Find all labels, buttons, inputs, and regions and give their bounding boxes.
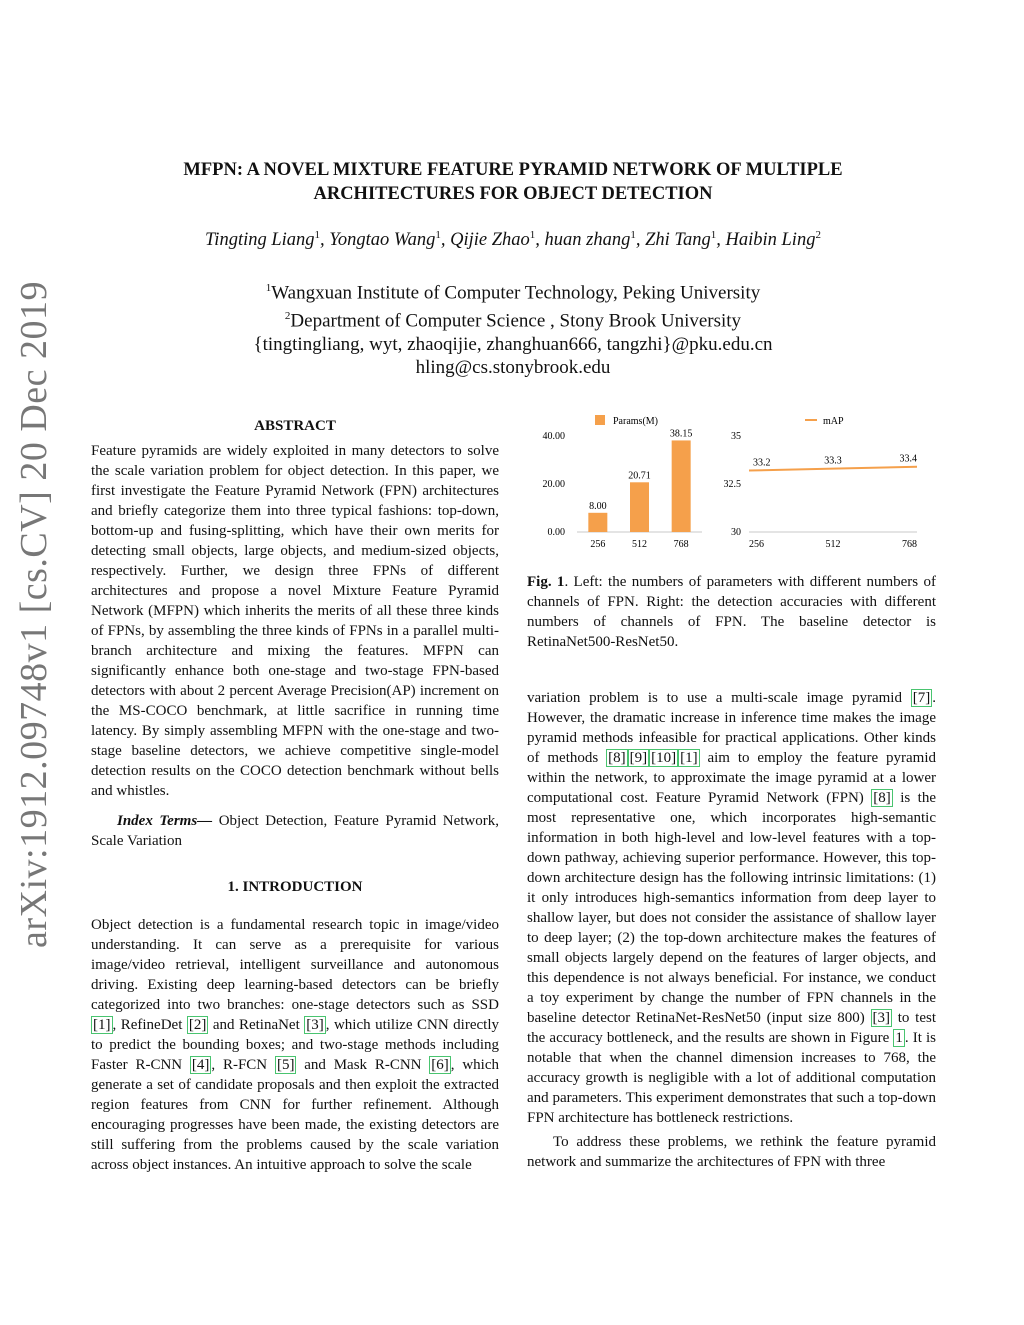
params-legend-swatch	[595, 415, 605, 425]
map-y-tick: 32.5	[723, 479, 741, 490]
map-value-label: 33.2	[753, 457, 771, 469]
intro-paragraph: Object detection is a fundamental research topic in image/video understanding. It can serve as a prerequisite for various image/video retrieval, intelligent surveillance and autonomous driving. Existing deep learning-based detectors can be briefly categorized into two branches: one-stage detectors such as SSD [1] , RefineDet [2] and RetinaNet [3] , which utilize CNN directly to predict the bounding boxes; and two-stage methods including Faster R-CNN [4] , R-FCN [5] and Mask R-CNN [6] , which generate a set of candidate proposals and then exploit the extracted region features from CNN for further refinement. Although encouraging progresses have been made, the existing detectors are still suffering from the problems caused by the scale variation across object instances. An intuitive approach to solve the scale	[91, 917, 499, 1173]
params-bar	[672, 440, 691, 532]
right-paragraph-2: To address these problems, we rethink the feature pyramid network and summarize the architectures of FPN with three	[527, 1134, 936, 1170]
email-list-2: hling@cs.stonybrook.edu	[415, 357, 611, 379]
citation-link[interactable]: [4]	[191, 1057, 210, 1073]
affiliation-2: $^2$Department of Computer Science , Stony Brook University	[284, 309, 742, 332]
params-x-tick: 256	[590, 539, 606, 550]
abstract-heading: ABSTRACT	[254, 418, 336, 434]
params-x-tick: 512	[632, 539, 647, 550]
citation-link[interactable]: [7]	[912, 690, 931, 706]
params-value-label: 8.00	[589, 500, 607, 512]
citation-link[interactable]: [8]	[608, 750, 626, 766]
citation-link[interactable]: [3]	[306, 1017, 324, 1033]
map-chart	[724, 416, 918, 550]
email-list-1: {tingtingliang, wyt, zhaoqijie, zhanghuan666, tangzhi}@pku.edu.cn	[253, 333, 773, 355]
right-column	[527, 688, 936, 1172]
arxiv-stamp: arXiv:1912.09748v1 [cs.CV] 20 Dec 2019	[13, 280, 55, 948]
affiliation-1: $^1$Wangxuan Institute of Computer Technology, Peking University	[265, 282, 761, 304]
intro-heading: 1. INTRODUCTION	[227, 879, 363, 895]
map-value-label: 33.3	[824, 455, 842, 467]
params-legend-label: Params(M)	[613, 416, 658, 427]
figure-caption: Fig. 1. Left: the numbers of parameters with different numbers of channels of FPN. Right: the detection accuracies with different numbers of channels of FPN. The baseline detector is RetinaNet500-ResNet50.	[527, 574, 936, 650]
params-value-label: 38.15	[669, 428, 693, 440]
map-x-tick: 512	[825, 539, 841, 550]
figure-1	[527, 408, 937, 558]
figure-link[interactable]: 1	[895, 1030, 903, 1046]
author: Haibin Ling$^2$	[725, 229, 821, 251]
params-y-tick: 40.00	[542, 431, 565, 442]
citation-link[interactable]: [8]	[873, 790, 891, 806]
map-value-label: 33.4	[899, 453, 917, 465]
map-legend-label: mAP	[823, 416, 844, 427]
title-line-1: MFPN: A NOVEL MIXTURE FEATURE PYRAMID NETWORK OF MULTIPLE	[183, 160, 843, 180]
citation-link[interactable]: [10]	[651, 750, 677, 766]
map-series-line	[749, 467, 917, 471]
map-x-tick: 256	[749, 539, 764, 550]
citation-link[interactable]: [2]	[188, 1017, 207, 1033]
params-bar	[630, 482, 649, 532]
affiliations	[60, 277, 966, 380]
citation-link[interactable]: [9]	[629, 750, 648, 766]
author: Tingting Liang$^1$	[205, 229, 321, 251]
abstract-text: Feature pyramids are widely exploited in many detectors to solve the scale variation problem for object detection. In this paper, we first investigate the Feature Pyramid Network (FPN) architectures and briefly categorize them into three typical fashions: top-down, bottom-up and fusing-splitting, which have their own merits for detecting small objects, large objects, and medium-sized objects, respectively. Further, we design three FPNs of different architectures and propose a novel Mixture Feature Pyramid Network (MFPN) which inherits the merits of all these three kinds of FPNs, by assembling the three kinds of FPNs in a parallel multi-branch architecture and mixing the features. MFPN can significantly enhance both one-stage and two-stage FPN-based detectors with about 2 percent Average Precision(AP) increment on the MS-COCO benchmark, at little sacrifice in running time latency. By simply assembling MFPN with the one-stage and two-stage baseline detectors, we achieve competitive single-model detection results on the COCO detection benchmark without bells and whistles.	[91, 443, 499, 799]
map-y-tick: 30	[731, 527, 741, 538]
author: Zhi Tang$^1$	[645, 229, 717, 251]
figure-1-svg	[527, 408, 937, 558]
params-value-label: 20.71	[628, 470, 651, 482]
index-terms: Index Terms— Object Detection, Feature Pyramid Network, Scale Variation	[91, 813, 499, 849]
citation-link[interactable]: [1]	[93, 1017, 111, 1033]
author-list: Tingting Liang$^1$, Yongtao Wang$^1$, Qijie Zhao$^1$, huan zhang$^1$, Zhi Tang$^1$, Haibin Ling$^2$	[205, 229, 821, 251]
params-bar	[588, 513, 607, 532]
map-x-tick: 768	[902, 539, 917, 550]
params-chart	[543, 415, 703, 550]
map-y-tick: 35	[731, 431, 741, 442]
citation-link[interactable]: [5]	[276, 1057, 295, 1073]
right-paragraph-1: variation problem is to use a multi-scale image pyramid [7] . However, the dramatic increase in inference time makes the image pyramid methods infeasible for practical applications. Other kinds of methods [8] [9] [10] [1] aim to employ the feature pyramid within the network, to approximate the image pyramid at a lower computational cost. Feature Pyramid Network (FPN) [8] is the most representative one, which incorporates high-semantic information in both high-level and low-level features with a top-down pathway, achieving superior performance. However, this top-down architecture design has the following intrinsic limitations: (1) it only introduces high-semantics information from deep layer to shallow layer, but does not consider the assistance of shallow layer to deep layer; (2) the top-down architecture makes the features of small objects largely depend on the features of larger objects, and this dependence is not always beneficial. For instance, we conduct a toy experiment by change the number of FPN channels in the baseline detector RetinaNet-ResNet50 (input size 800) [3] to test the accuracy bottleneck, and the results are shown in Figure 1 . It is notable that when the channel dimension increases to 768, the accuracy growth is negligible with a lot of additional computation and parameters. This experiment demonstrates that such a top-down FPN architecture has bottleneck restrictions.	[527, 690, 936, 1126]
params-x-tick: 768	[673, 539, 689, 550]
author: Yongtao Wang$^1$	[329, 229, 441, 251]
citation-link[interactable]: [1]	[680, 750, 698, 766]
params-y-tick: 20.00	[542, 479, 565, 490]
title-line-2: ARCHITECTURES FOR OBJECT DETECTION	[313, 184, 713, 204]
author: huan zhang$^1$	[544, 229, 636, 251]
paper-title	[80, 158, 946, 206]
citation-link[interactable]: [6]	[431, 1057, 449, 1073]
author: Qijie Zhao$^1$	[450, 229, 536, 251]
left-column	[91, 416, 499, 1175]
params-y-tick: 0.00	[547, 527, 565, 538]
citation-link[interactable]: [3]	[872, 1010, 891, 1026]
